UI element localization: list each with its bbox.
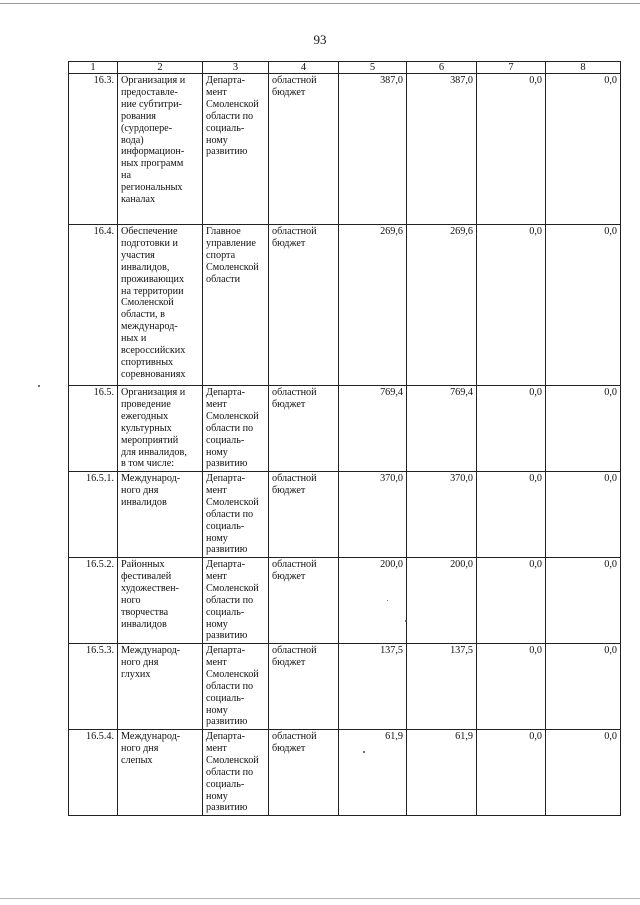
row-amount-cell: 0,0 — [546, 730, 621, 816]
program-table — [68, 61, 621, 816]
column-header: 5 — [339, 62, 407, 74]
row-name-cell: Международ- ного дня глухих — [118, 644, 203, 730]
row-source-cell: областной бюджет — [269, 74, 339, 225]
column-header: 8 — [546, 62, 621, 74]
table-header-row — [69, 62, 621, 74]
table-row — [69, 644, 621, 730]
row-amount-cell: 0,0 — [477, 558, 546, 644]
row-executor-cell: Департа- мент Смоленской области по социаль- ному развитию — [203, 644, 269, 730]
row-executor-cell: Департа- мент Смоленской области по социаль- ному развитию — [203, 386, 269, 472]
row-source-cell: областной бюджет — [269, 644, 339, 730]
row-name-cell: Обеспечение подготовки и участия инвалидов, проживающих на территории Смоленской области, в международ- ных и всероссийских спортивных соревнованиях — [118, 225, 203, 386]
row-code-cell: 16.5. — [69, 386, 118, 472]
scan-speck — [405, 620, 407, 622]
column-header: 1 — [69, 62, 118, 74]
row-executor-cell: Департа- мент Смоленской области по социаль- ному развитию — [203, 74, 269, 225]
row-total-cell: 61,9 — [339, 730, 407, 816]
row-source-cell: областной бюджет — [269, 225, 339, 386]
row-amount-cell: 0,0 — [546, 225, 621, 386]
row-total-cell: 387,0 — [339, 74, 407, 225]
row-amount-cell: 0,0 — [546, 74, 621, 225]
row-code-cell: 16.5.3. — [69, 644, 118, 730]
row-source-cell: областной бюджет — [269, 730, 339, 816]
row-name-cell: Районных фестивалей художествен- ного творчества инвалидов — [118, 558, 203, 644]
row-code-cell: 16.5.4. — [69, 730, 118, 816]
row-amount-cell: 387,0 — [407, 74, 477, 225]
row-source-cell: областной бюджет — [269, 386, 339, 472]
row-amount-cell: 0,0 — [477, 472, 546, 558]
table-row — [69, 558, 621, 644]
row-amount-cell: 0,0 — [546, 558, 621, 644]
row-amount-cell: 370,0 — [407, 472, 477, 558]
column-header: 3 — [203, 62, 269, 74]
row-executor-cell: Департа- мент Смоленской области по социаль- ному развитию — [203, 558, 269, 644]
scan-speck — [363, 751, 365, 753]
table-row — [69, 225, 621, 386]
row-amount-cell: 0,0 — [477, 225, 546, 386]
row-source-cell: областной бюджет — [269, 558, 339, 644]
scan-edge-top — [0, 3, 640, 4]
row-name-cell: Организация и проведение ежегодных культурных мероприятий для инвалидов, в том числе: — [118, 386, 203, 472]
row-amount-cell: 769,4 — [407, 386, 477, 472]
row-total-cell: 200,0 — [339, 558, 407, 644]
scan-speck — [38, 385, 40, 387]
row-amount-cell: 0,0 — [477, 644, 546, 730]
table-row — [69, 730, 621, 816]
scan-edge-bottom — [0, 898, 640, 899]
row-name-cell: Международ- ного дня слепых — [118, 730, 203, 816]
row-amount-cell: 200,0 — [407, 558, 477, 644]
table-row — [69, 74, 621, 225]
row-code-cell: 16.3. — [69, 74, 118, 225]
column-header: 7 — [477, 62, 546, 74]
row-executor-cell: Департа- мент Смоленской области по социаль- ному развитию — [203, 472, 269, 558]
row-total-cell: 370,0 — [339, 472, 407, 558]
column-header: 2 — [118, 62, 203, 74]
table-row — [69, 472, 621, 558]
column-header: 6 — [407, 62, 477, 74]
row-name-cell: Организация и предоставле- ние субтитри- рования (сурдопере- вода) информацион- ных программ на региональных каналах — [118, 74, 203, 225]
row-code-cell: 16.5.1. — [69, 472, 118, 558]
row-amount-cell: 0,0 — [477, 730, 546, 816]
row-amount-cell: 0,0 — [477, 74, 546, 225]
table-row — [69, 386, 621, 472]
row-total-cell: 137,5 — [339, 644, 407, 730]
scan-speck — [387, 600, 388, 601]
row-total-cell: 769,4 — [339, 386, 407, 472]
row-total-cell: 269,6 — [339, 225, 407, 386]
row-amount-cell: 0,0 — [546, 472, 621, 558]
row-executor-cell: Главное управление спорта Смоленской области — [203, 225, 269, 386]
row-executor-cell: Департа- мент Смоленской области по социаль- ному развитию — [203, 730, 269, 816]
row-name-cell: Международ- ного дня инвалидов — [118, 472, 203, 558]
row-amount-cell: 269,6 — [407, 225, 477, 386]
row-code-cell: 16.4. — [69, 225, 118, 386]
row-amount-cell: 137,5 — [407, 644, 477, 730]
page-number: 93 — [313, 32, 327, 47]
row-amount-cell: 0,0 — [477, 386, 546, 472]
row-amount-cell: 61,9 — [407, 730, 477, 816]
row-amount-cell: 0,0 — [546, 386, 621, 472]
row-source-cell: областной бюджет — [269, 472, 339, 558]
column-header: 4 — [269, 62, 339, 74]
row-amount-cell: 0,0 — [546, 644, 621, 730]
row-code-cell: 16.5.2. — [69, 558, 118, 644]
